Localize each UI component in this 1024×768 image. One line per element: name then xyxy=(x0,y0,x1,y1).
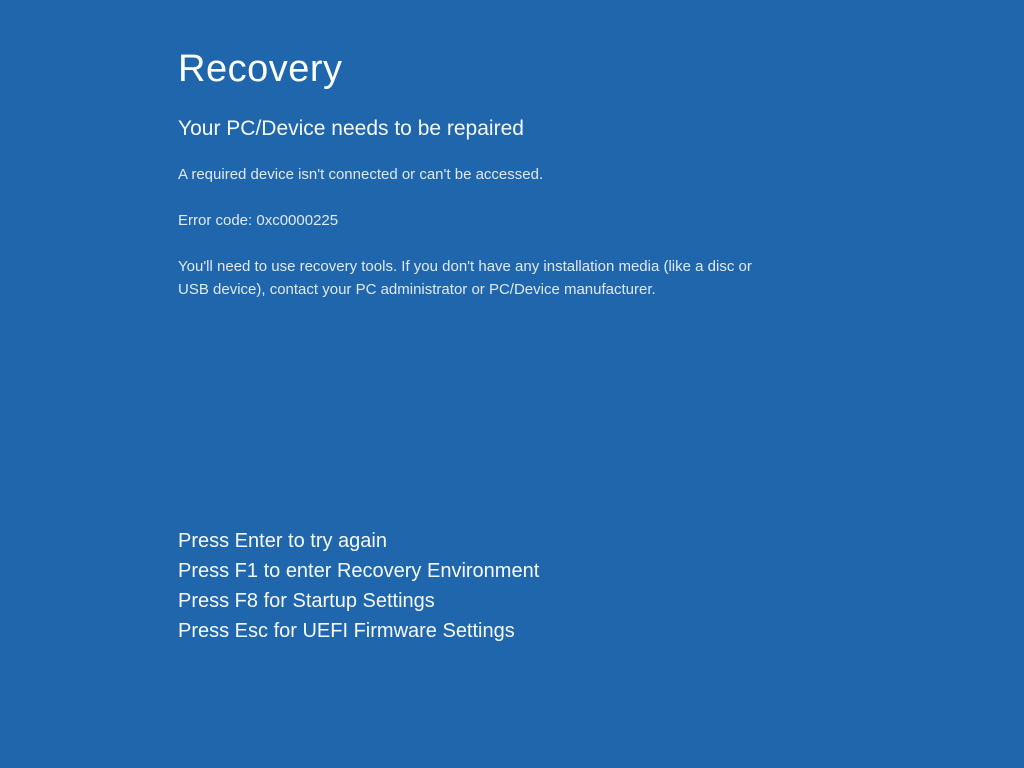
option-press-esc-uefi-firmware-settings[interactable]: Press Esc for UEFI Firmware Settings xyxy=(178,620,515,642)
option-press-enter-try-again[interactable]: Press Enter to try again xyxy=(178,530,387,552)
recovery-details: You'll need to use recovery tools. If you don't have any installation media (like a disc or USB device), contact your PC administrator or PC/Device manufacturer. xyxy=(178,258,752,298)
repair-subtitle: Your PC/Device needs to be repaired xyxy=(178,117,524,140)
page-title: Recovery xyxy=(178,48,343,90)
error-message: A required device isn't connected or can't be accessed. xyxy=(178,166,544,183)
recovery-options-list xyxy=(178,526,539,646)
option-press-f8-startup-settings[interactable]: Press F8 for Startup Settings xyxy=(178,590,435,612)
error-code: Error code: 0xc0000225 xyxy=(178,212,339,229)
option-press-f1-recovery-environment[interactable]: Press F1 to enter Recovery Environment xyxy=(178,560,540,582)
